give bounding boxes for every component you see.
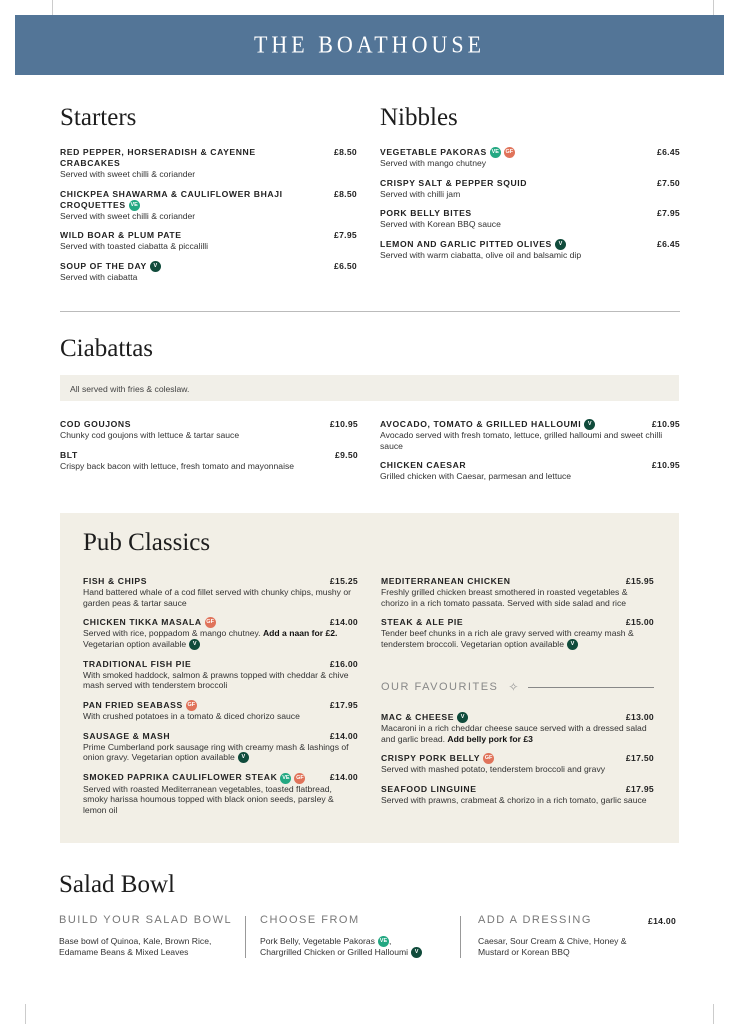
item-description-text: Freshly grilled chicken breast smothered in roasted vegetables & chorizo in a rich tomato passata. Served with side salad and rice bbox=[381, 587, 628, 608]
item-price: £7.95 bbox=[656, 208, 680, 219]
item-description-text: Prime Cumberland pork sausage ring with creamy mash & lashings of onion gravy. Vegetarian option available bbox=[83, 741, 349, 763]
item-name bbox=[380, 147, 680, 158]
pub-classics-left-list bbox=[83, 576, 358, 824]
item-description-text: With smoked haddock, salmon & prawns topped with cheddar & chive mash served with tenderstem broccoli bbox=[83, 669, 349, 691]
menu-item bbox=[380, 178, 680, 200]
item-description-text: Chunky cod goujons with lettuce & tartar sauce bbox=[60, 430, 240, 440]
choose-from-heading: CHOOSE FROM bbox=[260, 914, 360, 926]
item-price: £10.95 bbox=[651, 460, 680, 471]
menu-item bbox=[83, 700, 358, 722]
item-name bbox=[380, 178, 680, 189]
pub-classics-right-list bbox=[381, 576, 654, 659]
crop-mark bbox=[25, 1004, 26, 1024]
menu-item bbox=[381, 617, 654, 650]
item-name-text: CRISPY PORK BELLY bbox=[381, 753, 481, 764]
ciabattas-note: All served with fries & coleslaw. bbox=[60, 375, 679, 401]
item-description-text: Served with rice, poppadom & mango chutney. bbox=[83, 628, 261, 639]
column-divider bbox=[460, 916, 461, 958]
item-price: £16.00 bbox=[329, 658, 358, 669]
item-name bbox=[380, 460, 680, 471]
item-name-text: WILD BOAR & PLUM PATE bbox=[60, 230, 182, 241]
item-description bbox=[60, 211, 357, 222]
item-price: £6.45 bbox=[656, 238, 680, 249]
item-price: £15.25 bbox=[329, 576, 358, 586]
item-description-text: Served with toasted ciabatta & piccalilli bbox=[60, 241, 209, 252]
starters-heading: Starters bbox=[60, 104, 137, 131]
item-name bbox=[60, 450, 358, 461]
item-description-text: Served with ciabatta bbox=[60, 271, 138, 282]
item-description-text: Served with chilli jam bbox=[380, 188, 461, 199]
item-name-text: PORK BELLY BITES bbox=[380, 208, 472, 219]
gluten-free-badge-icon: GF bbox=[205, 617, 216, 628]
starters-list bbox=[60, 147, 357, 291]
favourites-list bbox=[381, 712, 654, 814]
item-description bbox=[380, 158, 680, 169]
item-name bbox=[380, 419, 680, 430]
item-name-text: FISH & CHIPS bbox=[83, 576, 148, 586]
item-name bbox=[60, 189, 357, 211]
item-name-text: LEMON AND GARLIC PITTED OLIVES bbox=[380, 238, 552, 249]
item-name-text: SOUP OF THE DAY bbox=[60, 260, 147, 271]
item-description-text: Served with mango chutney bbox=[380, 158, 487, 169]
vegetarian-badge-icon: V bbox=[584, 419, 595, 430]
item-name-text: CHICKEN CAESAR bbox=[380, 460, 467, 471]
vegetarian-badge-icon: V bbox=[150, 261, 161, 272]
item-description bbox=[380, 189, 680, 200]
menu-item bbox=[83, 731, 358, 764]
menu-item bbox=[381, 712, 654, 744]
item-price: £15.00 bbox=[625, 617, 654, 627]
menu-item bbox=[380, 147, 680, 169]
ciabattas-heading: Ciabattas bbox=[60, 335, 154, 362]
item-description-bold: Add a naan for £2. bbox=[262, 628, 338, 639]
choose-line-1: Pork Belly, Vegetable Pakoras bbox=[260, 936, 375, 946]
item-name-text: COD GOUJONS bbox=[60, 419, 132, 429]
item-price: £10.95 bbox=[651, 419, 680, 429]
menu-item bbox=[381, 784, 654, 806]
pub-classics-heading: Pub Classics bbox=[83, 529, 211, 556]
item-name-text: STEAK & ALE PIE bbox=[381, 617, 464, 627]
item-description-text: Served with roasted Mediterranean vegetables, toasted flatbread, smoky harissa houmous topped with black onion seeds, parsley & lemon oil bbox=[83, 783, 334, 815]
item-name bbox=[380, 239, 680, 250]
vegan-badge-icon: VE bbox=[490, 147, 501, 158]
menu-item bbox=[60, 189, 357, 222]
item-price: £8.50 bbox=[333, 188, 357, 199]
item-description-text: Avocado served with fresh tomato, lettuce, grilled halloumi and sweet chilli sauce bbox=[380, 430, 663, 451]
item-description-text: Served with sweet chilli & coriander bbox=[60, 210, 196, 221]
gluten-free-badge-icon: GF bbox=[483, 753, 494, 764]
item-description-text: Hand battered whale of a cod fillet served with chunky chips, mushy or garden peas & tartar sauce bbox=[83, 587, 351, 608]
item-name-text: TRADITIONAL FISH PIE bbox=[83, 658, 192, 669]
sparkle-icon: ✧ bbox=[508, 680, 520, 694]
item-name-text: VEGETABLE PAKORAS bbox=[380, 147, 487, 157]
item-description bbox=[60, 430, 358, 441]
build-salad-text: Base bowl of Quinoa, Kale, Brown Rice, Edamame Beans & Mixed Leaves bbox=[59, 936, 212, 957]
item-description bbox=[60, 241, 357, 252]
item-name bbox=[60, 230, 357, 241]
vegetarian-badge-icon: V bbox=[238, 752, 249, 763]
our-favourites-divider bbox=[381, 680, 654, 694]
item-description bbox=[380, 430, 680, 451]
menu-item bbox=[83, 617, 358, 650]
item-price: £14.00 bbox=[329, 772, 358, 783]
item-name-text: SEAFOOD LINGUINE bbox=[381, 783, 477, 794]
item-description-text: Served with Korean BBQ sauce bbox=[380, 219, 501, 230]
salad-bowl-heading: Salad Bowl bbox=[59, 871, 175, 898]
item-name-text: CRISPY SALT & PEPPER SQUID bbox=[380, 177, 528, 188]
item-name bbox=[381, 753, 654, 764]
item-name-text: CHICKEN TIKKA MASALA bbox=[83, 617, 202, 627]
menu-item bbox=[83, 659, 358, 691]
item-price: £17.95 bbox=[625, 783, 654, 794]
item-name-text: MEDITERRANEAN CHICKEN bbox=[381, 576, 511, 586]
item-name bbox=[380, 208, 680, 219]
item-price: £14.00 bbox=[329, 730, 358, 741]
item-description-text: With crushed potatoes in a tomato & diced chorizo sauce bbox=[83, 711, 300, 722]
item-description-text: Tender beef chunks in a rich ale gravy served with creamy mash & tenderstem broccoli. Vegetarian option available bbox=[381, 628, 634, 649]
item-description bbox=[381, 587, 654, 608]
item-name-text: AVOCADO, TOMATO & GRILLED HALLOUMI bbox=[380, 419, 582, 429]
item-description bbox=[83, 742, 358, 764]
item-description-text: Macaroni in a rich cheddar cheese sauce served with a dressed salad and garlic bread. bbox=[381, 723, 647, 744]
salad-price: £14.00 bbox=[648, 916, 677, 926]
ciabattas-right-list bbox=[380, 419, 680, 491]
gluten-free-badge-icon: GF bbox=[294, 773, 305, 784]
vegan-badge-icon: VE bbox=[129, 200, 140, 211]
item-name bbox=[381, 576, 654, 587]
build-salad-heading: BUILD YOUR SALAD BOWL bbox=[59, 914, 233, 926]
item-description bbox=[381, 795, 654, 806]
vegetarian-badge-icon: V bbox=[189, 639, 200, 650]
item-name-text: SMOKED PAPRIKA CAULIFLOWER STEAK bbox=[83, 772, 278, 783]
gluten-free-badge-icon: GF bbox=[504, 147, 515, 158]
item-description-text: Served with warm ciabatta, olive oil and balsamic dip bbox=[380, 249, 582, 260]
menu-item bbox=[380, 239, 680, 261]
menu-item bbox=[60, 261, 357, 283]
add-dressing-heading: ADD A DRESSING bbox=[478, 914, 592, 926]
menu-item bbox=[380, 208, 680, 230]
section-divider bbox=[60, 311, 680, 312]
item-price: £7.95 bbox=[333, 230, 357, 241]
item-description-text: Served with sweet chilli & coriander bbox=[60, 169, 196, 179]
item-price: £10.95 bbox=[329, 419, 358, 429]
item-description bbox=[381, 764, 654, 775]
item-name bbox=[60, 147, 357, 169]
item-description bbox=[83, 784, 358, 816]
vegetarian-badge-icon: V bbox=[555, 239, 566, 250]
vegetarian-badge-icon: V bbox=[567, 639, 578, 650]
item-description bbox=[60, 169, 357, 180]
item-price: £17.50 bbox=[625, 753, 654, 764]
choose-line-2: Chargrilled Chicken or Grilled Halloumi bbox=[260, 947, 409, 958]
choose-from-text: Pork Belly, Vegetable Pakoras VE , Chargrilled Chicken or Grilled Halloumi V bbox=[260, 936, 460, 958]
item-name bbox=[83, 772, 358, 783]
item-description-bold: Add belly pork for £3 bbox=[447, 733, 533, 744]
item-description-extra: Vegetarian option available bbox=[83, 638, 187, 649]
menu-item bbox=[60, 419, 358, 441]
item-name bbox=[381, 784, 654, 795]
item-description-text: Served with mashed potato, tenderstem broccoli and gravy bbox=[381, 764, 606, 775]
item-name bbox=[83, 700, 358, 711]
vegetarian-badge-icon: V bbox=[457, 712, 468, 723]
item-name-text: RED PEPPER, HORSERADISH & CAYENNE CRABCAKES bbox=[60, 147, 256, 168]
item-name-text: BLT bbox=[60, 449, 78, 460]
menu-item bbox=[60, 450, 358, 472]
ciabattas-left-list bbox=[60, 419, 358, 480]
item-name bbox=[83, 731, 358, 742]
item-price: £6.45 bbox=[656, 147, 680, 157]
item-price: £13.00 bbox=[625, 712, 654, 722]
item-description-text: Served with prawns, crabmeat & chorizo in a rich tomato, garlic sauce bbox=[381, 794, 647, 805]
gluten-free-badge-icon: GF bbox=[186, 700, 197, 711]
item-description bbox=[380, 250, 680, 261]
item-name bbox=[83, 576, 358, 587]
item-name-text: PAN FRIED SEABASS bbox=[83, 699, 183, 710]
item-price: £14.00 bbox=[329, 617, 358, 627]
item-name bbox=[381, 617, 654, 628]
column-divider bbox=[245, 916, 246, 958]
item-name bbox=[83, 617, 358, 628]
item-description bbox=[381, 628, 654, 650]
crop-mark bbox=[713, 1004, 714, 1024]
menu-item bbox=[60, 147, 357, 180]
vegan-badge-icon: VE bbox=[378, 936, 389, 947]
item-description bbox=[380, 219, 680, 230]
nibbles-heading: Nibbles bbox=[380, 104, 458, 131]
item-description bbox=[60, 461, 358, 472]
menu-item bbox=[83, 576, 358, 608]
nibbles-list bbox=[380, 147, 680, 269]
item-price: £6.50 bbox=[333, 260, 357, 271]
menu-item bbox=[381, 753, 654, 775]
item-description bbox=[83, 587, 358, 608]
item-description bbox=[83, 711, 358, 722]
item-description-text: Crispy back bacon with lettuce, fresh tomato and mayonnaise bbox=[60, 460, 295, 471]
item-name-text: CHICKPEA SHAWARMA & CAULIFLOWER BHAJI CROQUETTES bbox=[60, 188, 283, 210]
restaurant-title: THE BOATHOUSE bbox=[253, 30, 486, 59]
item-description bbox=[380, 471, 680, 482]
item-name bbox=[60, 261, 357, 272]
item-price: £7.50 bbox=[656, 177, 680, 188]
item-description bbox=[60, 272, 357, 283]
add-dressing-text: Caesar, Sour Cream & Chive, Honey & Mustard or Korean BBQ bbox=[478, 936, 627, 957]
menu-item bbox=[380, 460, 680, 482]
item-price: £8.50 bbox=[333, 147, 357, 157]
menu-item bbox=[381, 576, 654, 608]
item-name bbox=[381, 712, 654, 723]
item-description bbox=[83, 670, 358, 691]
our-favourites-heading: OUR FAVOURITES bbox=[381, 681, 499, 693]
item-price: £17.95 bbox=[329, 699, 358, 710]
menu-item bbox=[380, 419, 680, 451]
item-price: £15.95 bbox=[625, 576, 654, 586]
item-description bbox=[381, 723, 654, 744]
item-description-text: Grilled chicken with Caesar, parmesan and lettuce bbox=[380, 471, 572, 482]
menu-item bbox=[83, 772, 358, 815]
vegetarian-badge-icon: V bbox=[411, 947, 422, 958]
item-name bbox=[60, 419, 358, 430]
vegan-badge-icon: VE bbox=[280, 773, 291, 784]
menu-item bbox=[60, 230, 357, 252]
item-description bbox=[83, 628, 358, 650]
header-banner bbox=[15, 15, 724, 75]
item-name-text: SAUSAGE & MASH bbox=[83, 730, 171, 741]
item-name-text: MAC & CHEESE bbox=[381, 712, 455, 722]
item-name bbox=[83, 659, 358, 670]
item-price: £9.50 bbox=[334, 449, 358, 460]
